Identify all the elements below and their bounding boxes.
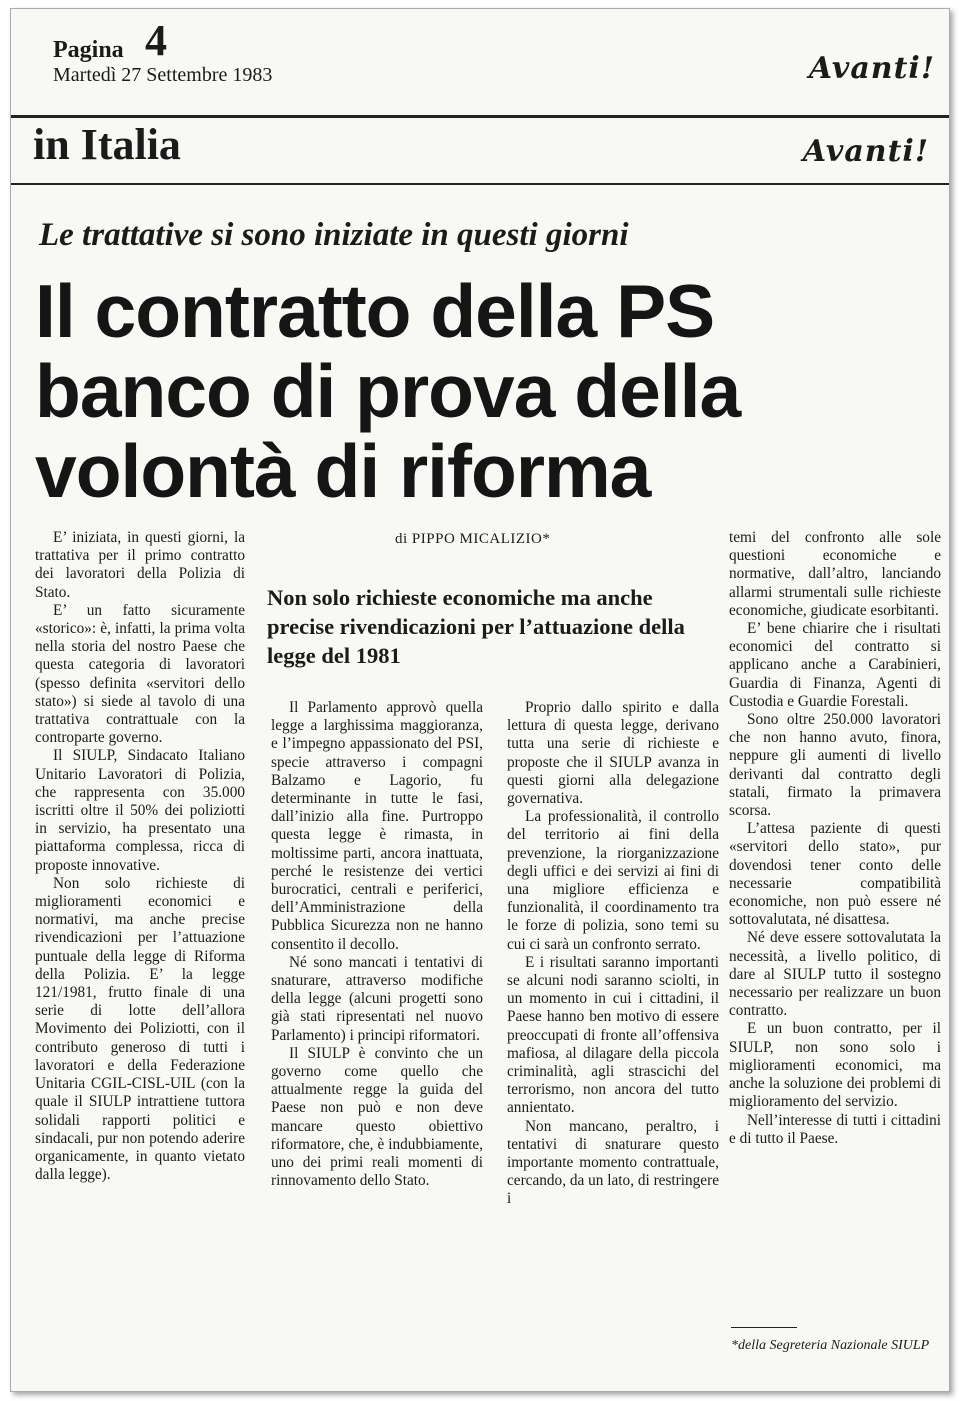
section-title: in Italia	[33, 120, 181, 169]
footnote-rule	[731, 1327, 797, 1328]
text-column-3	[507, 699, 719, 1209]
paragraph: Proprio dallo spirito e dalla lettura di questa legge, derivano tutta una serie di richieste e proposte che il SIULP avanza in questi giorni alla delegazione governativa.	[507, 699, 719, 808]
paragraph: Il SIULP è convinto che un governo come quello che attualmente regge la guida del Paese non può e non deve mancare questo obiettivo riformatore, che, è indubbiamente, uno dei primi reali momenti di rinnovamento dello Stato.	[271, 1044, 483, 1190]
header-rule	[11, 115, 949, 118]
paragraph: Né deve essere sottovalutata la necessità, a livello politico, di dare al SIULP tutto il sostegno necessario per realizzare un buon contratto.	[729, 929, 941, 1020]
paragraph: La professionalità, il controllo del territorio ai fini della prevenzione, la riorganizzazione degli uffici e dei servizi ai fini di una migliore efficienza e funzionalità, il coordinamento tra le forze di polizia, sono temi su cui ci sarà un confronto serrato.	[507, 808, 719, 953]
paragraph: temi del confronto alle sole questioni economiche e normative, dall’altro, lanciando allarmi strumentali sulle richieste economiche, giudicate esorbitanti.	[729, 529, 941, 619]
paragraph: Non mancano, peraltro, i tentativi di snaturare questo importante momento contrattuale, cercando, da un lato, di restringere i	[507, 1117, 719, 1208]
publication-date: Martedì 27 Settembre 1983	[53, 64, 273, 86]
section-masthead-logo: Avanti!	[802, 134, 929, 169]
page-number: 4	[145, 16, 167, 65]
paragraph: Né sono mancati i tentativi di snaturare, attraverso modifiche della legge (alcuni progetti sono già stati ripresentati nel nuovo Parlamento) i principi riformatori.	[271, 953, 483, 1044]
masthead-logo: Avanti!	[808, 51, 935, 86]
article-subhead: Non solo richieste economiche ma anche precise rivendicazioni per l’attuazione della legge del 1981	[267, 585, 685, 668]
paragraph: Il SIULP, Sindacato Italiano Unitario Lavoratori di Polizia, che rappresenta con 35.000 iscritti oltre il 50% dei poliziotti in servizio, ha presentato una piattaforma complessa, ricca di proposte innovative.	[35, 747, 245, 874]
byline: di PIPPO MICALIZIO*	[395, 531, 551, 547]
headline-line: volontà di riforma	[35, 429, 651, 513]
paragraph: E’ un fatto sicuramente «storico»: è, infatti, la prima volta nella storia del nostro Paese che questa categoria di lavoratori (spesso definita «servitori dello stato») si siede al tavolo di una trattativa contrattuale con la controparte governo.	[35, 601, 245, 747]
paragraph: Non solo richieste di miglioramenti economici e normativi, ma anche precise rivendicazioni per l’attuazione puntuale della legge di Riforma della Polizia. E’ la legge 121/1981, frutto finale di una serie di lotte dell’allora Movimento dei Poliziotti, con il contributo generoso di tutti i lavoratori e della Federazione Unitaria CGIL-CISL-UIL (con la quale il SIULP intrattiene tuttora solidali rapporti politici e sindacali, pur non potendo aderire organicamente, in quanto vietato dalla legge).	[35, 874, 245, 1184]
paragraph: Il Parlamento approvò quella legge a larghissima maggioranza, e l’impegno appassionato del PSI, specie attraverso i compagni Balzamo e Lagorio, fu determinante in tutte le fasi, dall’inizio alla fine. Purtroppo questa legge è rimasta, in moltissime parti, ancora inattuata, perché le resistenze dei vertici burocratici, centrali e periferici, dell’Amministrazione della Pubblica Sicurezza non ne hanno consentito il decollo.	[271, 699, 483, 953]
headline-line: banco di prova della	[35, 349, 741, 433]
section-rule	[11, 183, 949, 185]
text-column-4	[729, 529, 941, 1148]
paragraph: Nell’interesse di tutti i cittadini e di tutto il Paese.	[729, 1111, 941, 1147]
paragraph: Sono oltre 250.000 lavoratori che non hanno avuto, finora, neppure gli aumenti di livello derivanti dal contratto degli statali, firmato la primavera scorsa.	[729, 711, 941, 820]
article-kicker: Le trattative si sono iniziate in questi giorni	[39, 217, 629, 253]
paragraph: L’attesa paziente di questi «servitori dello stato», pur dovendosi tener conto delle necessarie compatibilità economiche, non può essere né sottovalutata, né disattesa.	[729, 820, 941, 929]
article-headline	[35, 271, 935, 511]
author-footnote: *della Segreteria Nazionale SIULP	[731, 1338, 930, 1353]
paragraph: E’ bene chiarire che i risultati economici del contratto si applicano anche a Carabinieri, Guardia di Finanza, Agenti di Custodia e Guardie Forestali.	[729, 620, 941, 710]
paragraph: E un buon contratto, per il SIULP, non sono solo i miglioramenti economici, ma anche la soluzione dei problemi di miglioramento del servizio.	[729, 1020, 941, 1111]
text-column-1	[35, 529, 245, 1184]
headline-line: Il contratto della PS	[35, 269, 715, 353]
newspaper-page	[10, 8, 950, 1392]
paragraph: E’ iniziata, in questi giorni, la trattativa per il primo contratto dei lavoratori della Polizia di Stato.	[35, 529, 245, 601]
page-label: Pagina	[53, 37, 124, 63]
text-column-2	[271, 699, 483, 1190]
paragraph: E i risultati saranno importanti se alcuni nodi saranno sciolti, in un momento in cui i cittadini, il Paese hanno ben motivo di essere preoccupati di fronte all’offensiva mafiosa, al dilagare della piccola criminalità, agli strascichi del terrorismo, non ancora del tutto annientato.	[507, 953, 719, 1117]
